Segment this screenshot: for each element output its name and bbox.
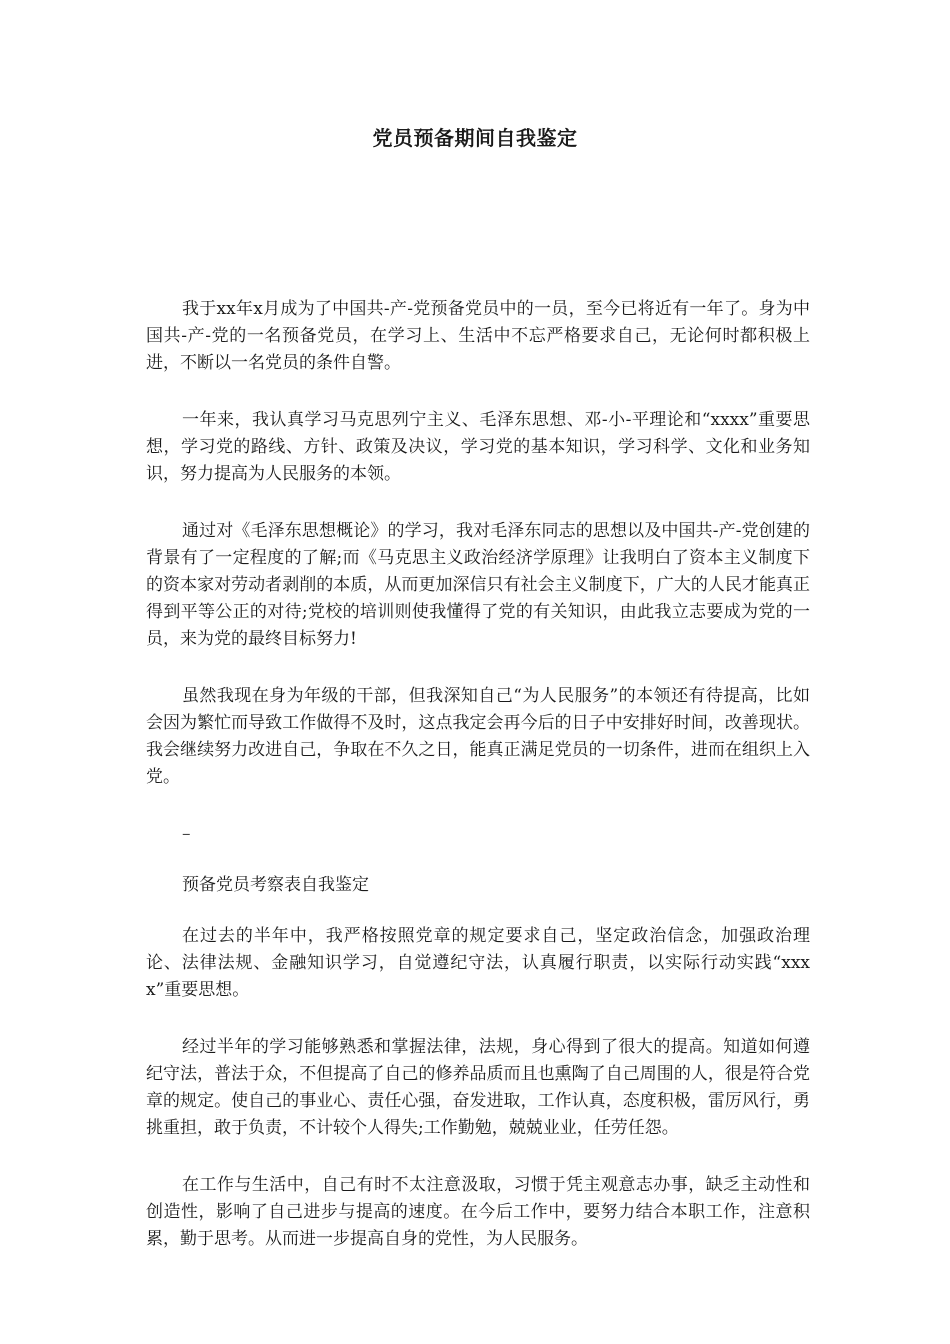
paragraph: 在工作与生活中，自己有时不太注意汲取，习惯于凭主观意志办事，缺乏主动性和创造性，影响了自己进步与提高的速度。在今后工作中，要努力结合本职工作，注意积累，勤于思考。从而进一步提高自身的党性，为人民服务。 bbox=[146, 1175, 810, 1249]
document-body bbox=[146, 296, 810, 1283]
paragraph: 一年来，我认真学习马克思列宁主义、毛泽东思想、邓-小-平理论和“xxxx”重要思想，学习党的路线、方针、政策及决议，学习党的基本知识，学习科学、文化和业务知识，努力提高为人民服务的本领。 bbox=[146, 410, 810, 484]
section-subheading: 预备党员考察表自我鉴定 bbox=[182, 875, 369, 895]
separator-mark: – bbox=[182, 824, 191, 844]
paragraph: 虽然我现在身为年级的干部，但我深知自己“为人民服务”的本领还有待提高，比如会因为繁忙而导致工作做得不及时，这点我定会再今后的日子中安排好时间，改善现状。我会继续努力改进自己，争取在不久之日，能真正满足党员的一切条件，进而在组织上入党。 bbox=[146, 686, 810, 787]
paragraph: 我于xx年x月成为了中国共-产-党预备党员中的一员，至今已将近有一年了。身为中国共-产-党的一名预备党员，在学习上、生活中不忘严格要求自己，无论何时都积极上进，不断以一名党员的条件自警。 bbox=[146, 299, 810, 373]
paragraph: 在过去的半年中，我严格按照党章的规定要求自己，坚定政治信念，加强政治理论、法律法规、金融知识学习，自觉遵纪守法，认真履行职责，以实际行动实践“xxxx”重要思想。 bbox=[146, 926, 810, 1000]
paragraph: 经过半年的学习能够熟悉和掌握法律，法规，身心得到了很大的提高。知道如何遵纪守法，普法于众，不但提高了自己的修养品质而且也熏陶了自己周围的人，很是符合党章的规定。使自己的事业心、责任心强，奋发进取，工作认真，态度积极，雷厉风行，勇挑重担，敢于负责，不计较个人得失;工作勤勉，兢兢业业，任劳任怨。 bbox=[146, 1037, 810, 1138]
paragraph: 通过对《毛泽东思想概论》的学习，我对毛泽东同志的思想以及中国共-产-党创建的背景有了一定程度的了解;而《马克思主义政治经济学原理》让我明白了资本主义制度下的资本家对劳动者剥削的本质，从而更加深信只有社会主义制度下，广大的人民才能真正得到平等公正的对待;党校的培训则使我懂得了党的有关知识，由此我立志要成为党的一员，来为党的最终目标努力! bbox=[146, 521, 810, 649]
document-title: 党员预备期间自我鉴定 bbox=[372, 126, 578, 150]
